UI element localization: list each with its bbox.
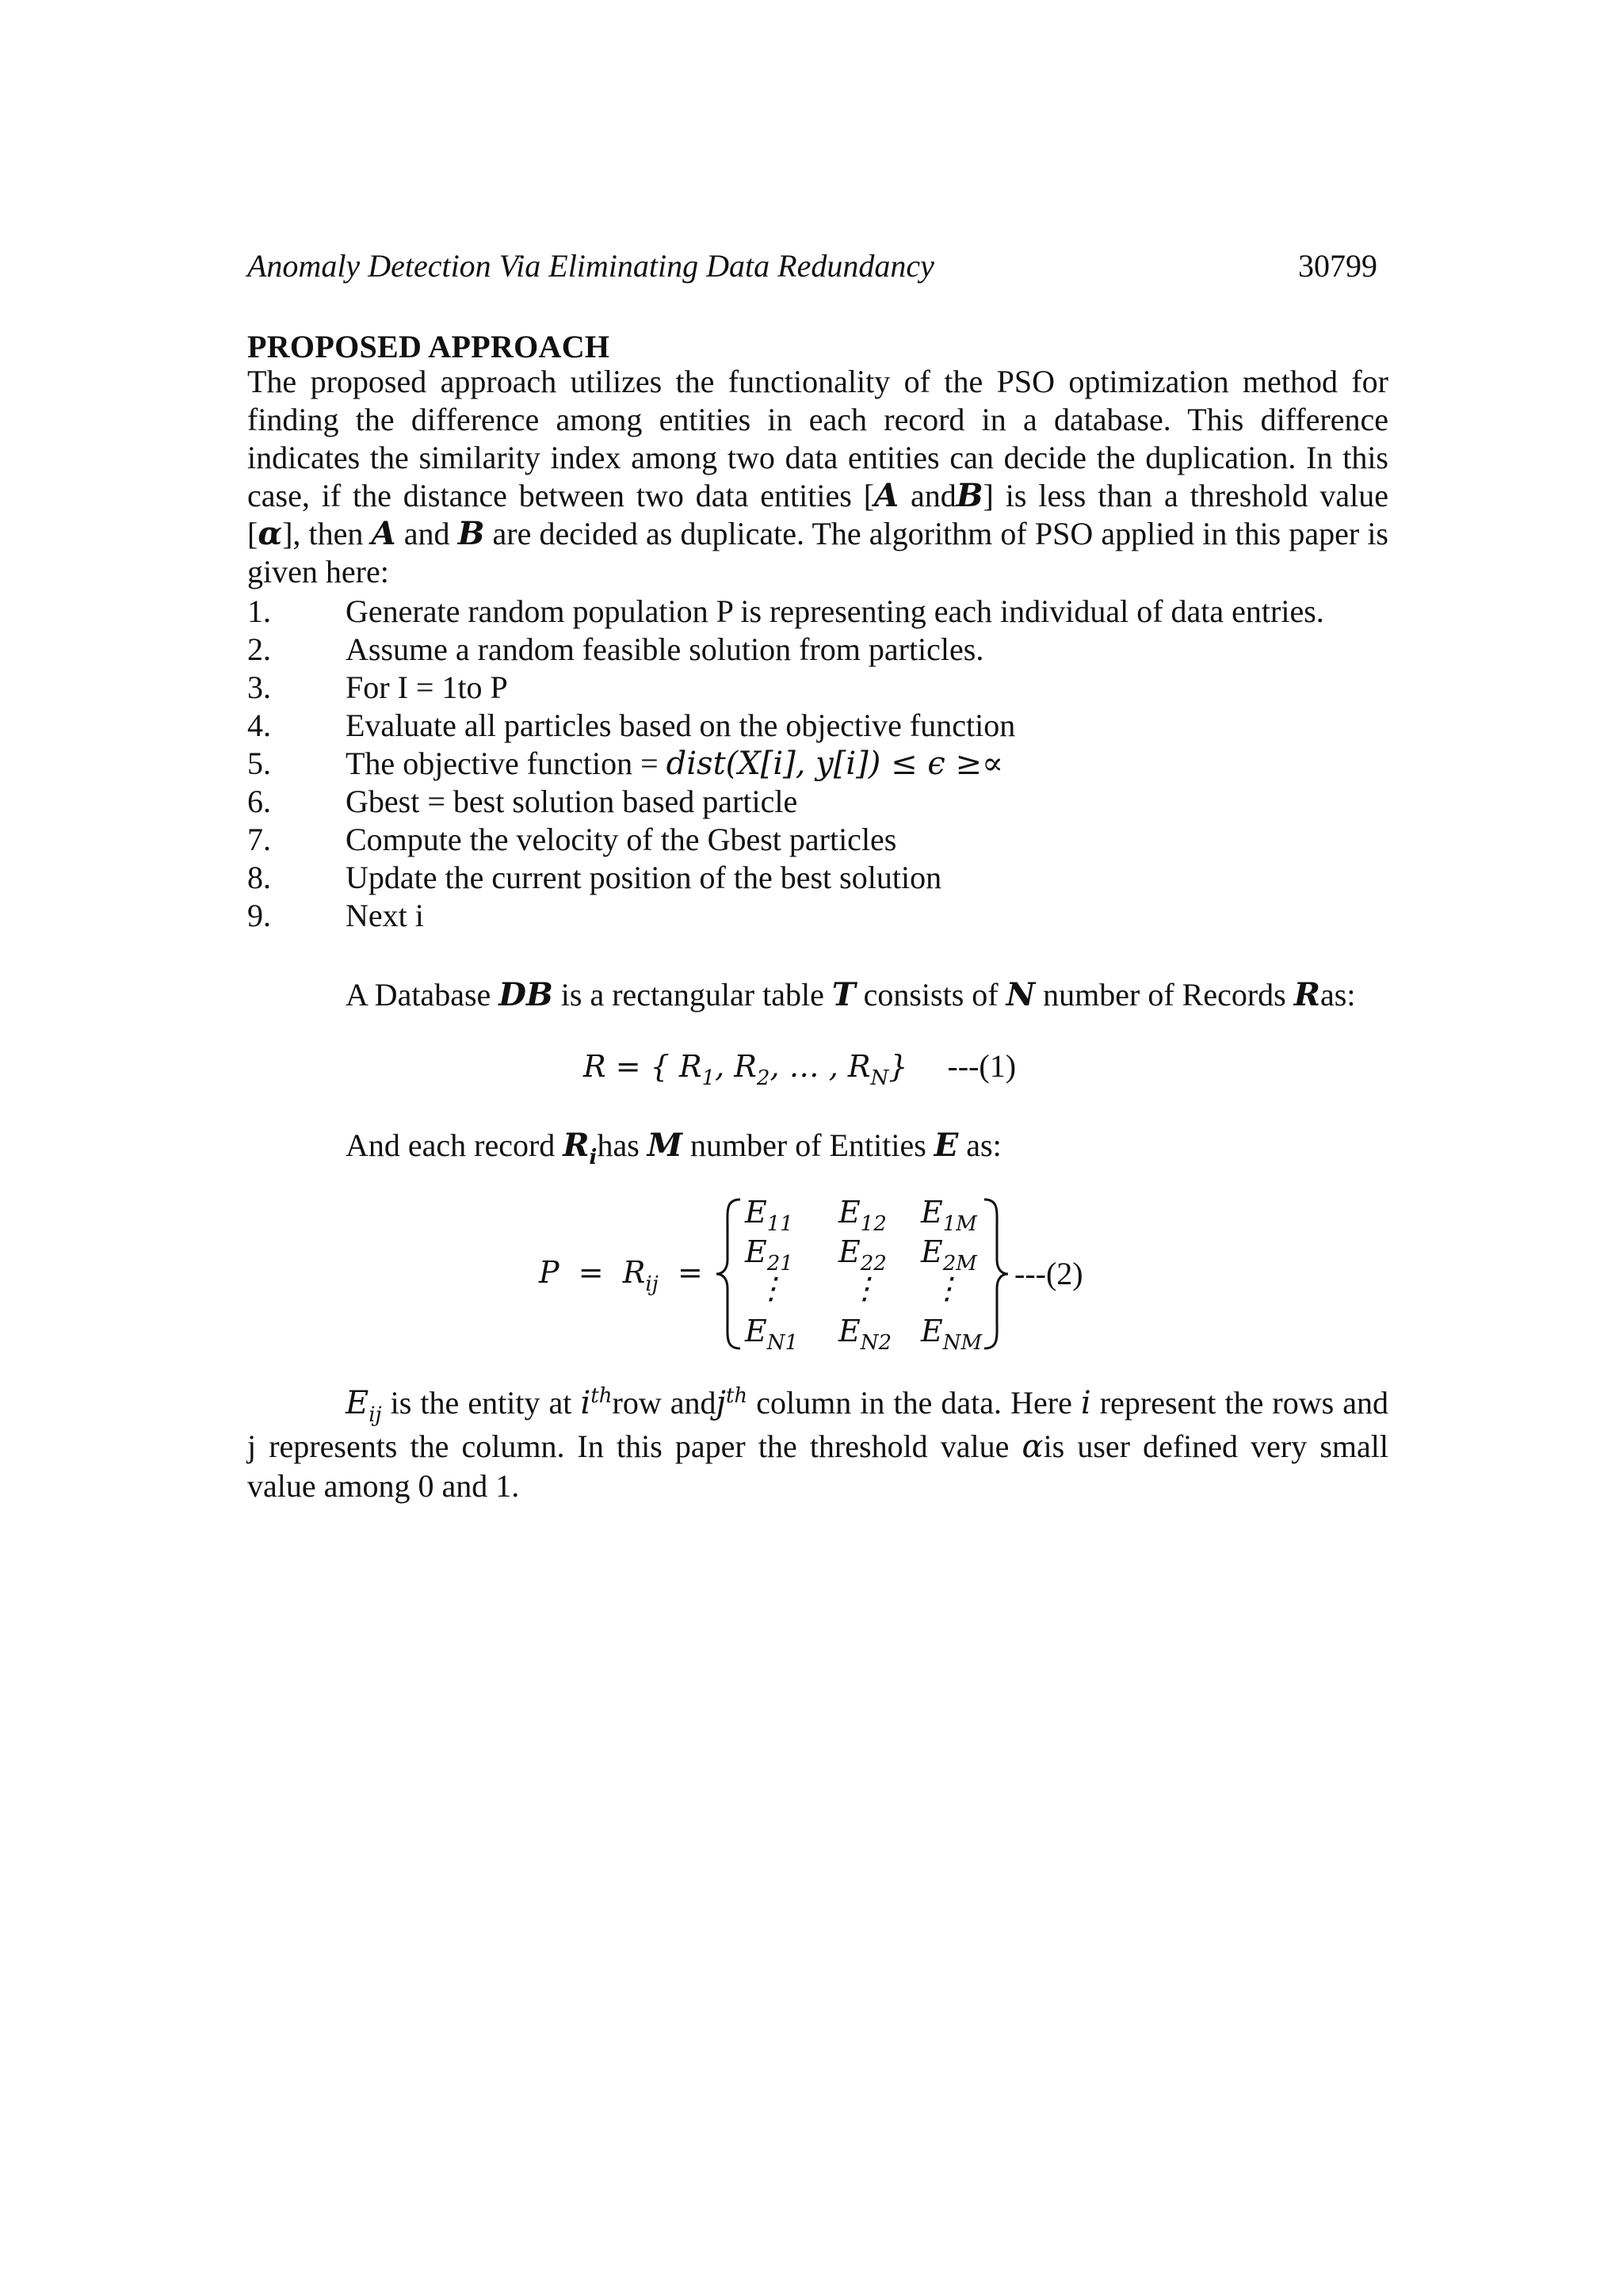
cell-sub: N2 xyxy=(860,1331,892,1355)
rec-text-2: has xyxy=(597,1127,647,1163)
cell-sub: 2M xyxy=(942,1252,977,1276)
eq1-sub-n: N xyxy=(870,1066,889,1090)
matrix-cell xyxy=(838,1195,918,1236)
cell-sub: 11 xyxy=(766,1212,793,1236)
db-text-5: as: xyxy=(1320,977,1356,1013)
math-a-2: A xyxy=(371,515,396,552)
eq1-sub-2: 2 xyxy=(756,1066,770,1090)
intro-text-3: ], then xyxy=(282,516,372,551)
algorithm-step xyxy=(247,593,1404,631)
math-th-2: th xyxy=(725,1384,748,1408)
matrix-cell xyxy=(838,1314,918,1355)
step-text: Compute the velocity of the Gbest particles xyxy=(346,822,897,857)
header-title: Anomaly Detection Via Eliminating Data Redundancy xyxy=(247,248,934,284)
algorithm-step xyxy=(247,821,1404,859)
algorithm-step xyxy=(247,745,1404,783)
cell-base: E xyxy=(921,1234,943,1269)
algorithm-step xyxy=(247,859,1404,897)
step-text: Generate random population P is representing each individual of data entries. xyxy=(346,593,1324,629)
math-r-i: R xyxy=(563,1127,590,1164)
math-t: T xyxy=(831,976,856,1013)
section-title: PROPOSED APPROACH xyxy=(247,329,610,364)
algorithm-step xyxy=(247,707,1404,745)
page-number: 30799 xyxy=(1298,248,1377,284)
math-alpha: α xyxy=(258,515,283,552)
step-number: 1. xyxy=(247,593,271,629)
intro-text-4: and xyxy=(395,516,458,551)
math-b-2: B xyxy=(457,515,485,552)
step-number: 5. xyxy=(247,746,271,781)
math-r: R xyxy=(1293,976,1320,1013)
eq1-rn: R xyxy=(847,1049,871,1084)
objective-function-formula: dist(X[i], y[i]) ≤ ϵ ≥∝ xyxy=(666,746,1004,782)
math-j: j xyxy=(716,1385,726,1421)
intro-text-2: ] is less than a threshold value [ xyxy=(247,478,1388,551)
eq1-equals: = xyxy=(615,1049,641,1084)
math-i: i xyxy=(580,1385,591,1421)
rec-text-1: And each record xyxy=(346,1127,563,1163)
matrix-cell xyxy=(838,1234,918,1276)
step-text-plain: The objective function = xyxy=(346,746,666,781)
algorithm-step xyxy=(247,897,1404,935)
step-text: Next i xyxy=(346,898,424,933)
cell-sub: 12 xyxy=(860,1212,887,1236)
database-definition xyxy=(346,976,1355,1013)
right-brace-icon xyxy=(980,1195,1011,1353)
matrix-cell xyxy=(850,1271,929,1306)
eq1-close-brace: } xyxy=(888,1049,908,1084)
eq2-r: R xyxy=(622,1255,646,1290)
matrix-cells xyxy=(745,1195,999,1353)
matrix-cell xyxy=(745,1234,824,1276)
cell-vdots: ⋮ xyxy=(850,1271,880,1306)
math-a: A xyxy=(874,477,899,514)
step-text: Gbest = best solution based particle xyxy=(346,784,798,819)
step-text: For I = 1to P xyxy=(346,669,508,705)
math-alpha-2: α xyxy=(1022,1428,1044,1465)
eq1-ellipsis: … xyxy=(789,1049,819,1084)
algorithm-step xyxy=(247,783,1404,821)
algorithm-steps xyxy=(247,593,1404,935)
step-number: 7. xyxy=(247,822,271,857)
cell-vdots: ⋮ xyxy=(756,1271,786,1306)
eq1-r2: R xyxy=(734,1049,757,1084)
intro-paragraph xyxy=(247,363,1388,591)
p2-text-4: represent the rows and j represents the column. In this paper the threshold value xyxy=(247,1385,1389,1464)
cell-base: E xyxy=(921,1314,943,1348)
cell-sub: NM xyxy=(942,1331,983,1355)
math-e-ij-sub: ij xyxy=(369,1403,382,1427)
p2-text-1: is the entity at xyxy=(381,1385,581,1421)
record-definition xyxy=(346,1127,1002,1169)
cell-base: E xyxy=(838,1234,861,1269)
math-i-2: i xyxy=(1080,1385,1091,1421)
running-header xyxy=(247,247,1377,284)
equation-1: R = { $R_1$, $R_2$, … , $R_N$} ---(1) xyxy=(583,1048,1017,1090)
step-number: 3. xyxy=(247,669,271,705)
p2-text-5: is user defined very small value among 0 and 1. xyxy=(247,1428,1389,1504)
cell-sub: 22 xyxy=(860,1252,887,1276)
cell-sub: 1M xyxy=(942,1212,977,1236)
eq1-sub-1: 1 xyxy=(701,1066,716,1090)
math-m: M xyxy=(647,1127,683,1164)
step-text xyxy=(346,745,1003,783)
cell-base: E xyxy=(745,1314,767,1348)
eq2-p: P xyxy=(539,1255,559,1290)
algorithm-step xyxy=(247,669,1404,707)
step-number: 6. xyxy=(247,784,271,819)
matrix-cell xyxy=(756,1271,835,1306)
intro-text-1: The proposed approach utilizes the functionality of the PSO optimization method for finding the difference among entities in each record in a database. This difference indicates the similarity index among two data entities can decide the duplication. In this case, if the distance between two data entities [ xyxy=(247,364,1388,513)
cell-vdots: ⋮ xyxy=(932,1271,962,1306)
step-number: 4. xyxy=(247,707,271,743)
math-b: B xyxy=(956,477,983,514)
intro-and: and xyxy=(899,478,957,513)
step-number: 8. xyxy=(247,860,271,895)
intro-text-5: are decided as duplicate. The algorithm of PSO applied in this paper is given here: xyxy=(247,516,1388,589)
math-th-1: th xyxy=(590,1384,613,1408)
cell-sub: N1 xyxy=(766,1331,799,1355)
step-text: Evaluate all particles based on the objective function xyxy=(346,707,1016,743)
p2-text-2: row and xyxy=(612,1385,716,1421)
math-e: E xyxy=(934,1127,959,1164)
step-number: 9. xyxy=(247,898,271,933)
db-text-1: A Database xyxy=(346,977,499,1013)
eq2-r-sub: ij xyxy=(645,1272,659,1296)
rec-text-3: number of Entities xyxy=(682,1127,934,1163)
eq2-equals: = xyxy=(578,1255,604,1290)
step-number: 2. xyxy=(247,631,271,667)
cell-base: E xyxy=(745,1195,767,1230)
eq1-lhs: R xyxy=(583,1049,606,1084)
cell-sub: 21 xyxy=(766,1252,793,1276)
cell-base: E xyxy=(838,1314,861,1348)
entity-paragraph xyxy=(247,1383,1388,1506)
step-text: Assume a random feasible solution from particles. xyxy=(346,631,984,667)
math-e-ij: E xyxy=(346,1385,369,1421)
db-text-3: consists of xyxy=(855,977,1006,1013)
math-db: DB xyxy=(498,976,553,1013)
cell-base: E xyxy=(838,1195,861,1230)
rec-text-4: as: xyxy=(958,1127,1002,1163)
math-n: N xyxy=(1006,976,1036,1013)
p2-text-3: column in the data. Here xyxy=(747,1385,1081,1421)
math-r-i-sub: i xyxy=(589,1146,598,1169)
db-text-4: number of Records xyxy=(1035,977,1294,1013)
eq1-r1: R xyxy=(678,1049,702,1084)
eq2-label: ---(2) xyxy=(1014,1256,1083,1291)
eq1-open-brace: { xyxy=(650,1049,670,1084)
eq1-label: ---(1) xyxy=(947,1048,1017,1084)
eq2-equals-2: = xyxy=(677,1255,703,1290)
db-text-2: is a rectangular table xyxy=(552,977,832,1013)
cell-base: E xyxy=(745,1234,767,1269)
eq2-lhs xyxy=(539,1255,703,1296)
step-text: Update the current position of the best solution xyxy=(346,860,942,895)
matrix-cell xyxy=(745,1195,824,1236)
algorithm-step xyxy=(247,631,1404,669)
left-brace-icon xyxy=(713,1195,745,1353)
cell-base: E xyxy=(921,1195,943,1230)
matrix-cell xyxy=(745,1314,824,1355)
